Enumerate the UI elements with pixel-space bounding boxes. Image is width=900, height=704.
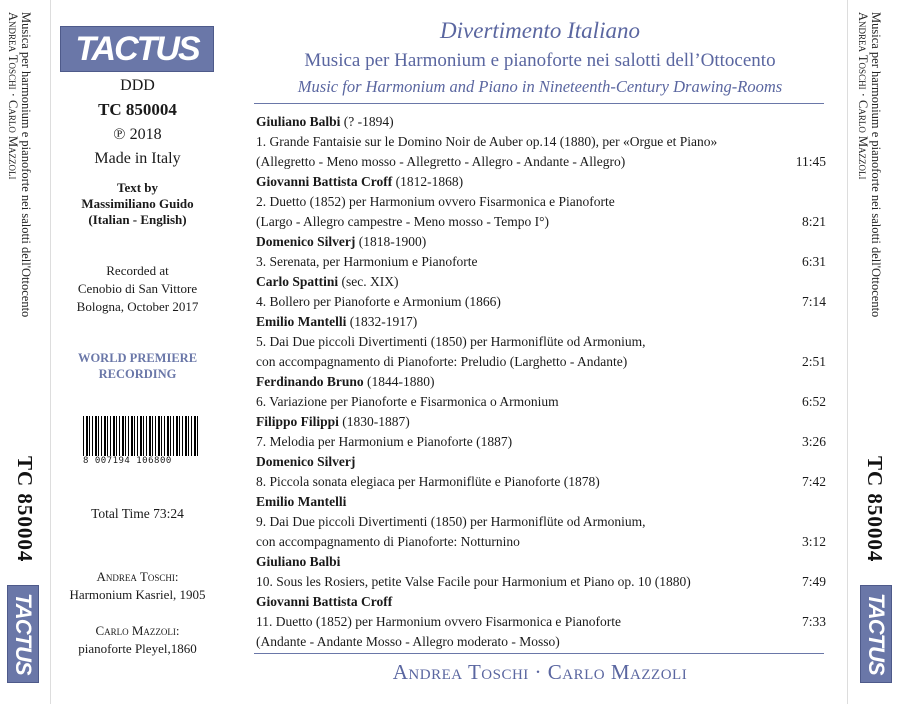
premiere-line-1: WORLD PREMIERE — [77, 351, 198, 365]
track-duration: 8:21 — [801, 214, 826, 229]
composer-heading — [256, 412, 826, 432]
spine-catalog-number: TC 850004 — [13, 456, 37, 563]
track-list — [256, 112, 826, 652]
track-line — [256, 392, 826, 412]
composer-name: Giovanni Battista Croff — [256, 594, 393, 609]
track-title: 3. Serenata, per Harmonium e Pianoforte — [256, 254, 478, 269]
spine-subtitle: Musica per harmonium e pianoforte nei salotti dell'Ottocento — [19, 12, 33, 318]
spine-performers-right: Andrea Toschi · Carlo Mazzoli — [856, 12, 870, 180]
composer-heading — [256, 312, 826, 332]
spine-text-right — [856, 12, 882, 317]
composer-heading — [256, 232, 826, 252]
track-line — [256, 332, 826, 352]
top-divider — [254, 103, 824, 104]
recording-info — [50, 262, 225, 316]
barcode-number: 8 007194 106800 — [83, 456, 172, 466]
recorded-line-3: Bologna, October 2017 — [76, 299, 199, 314]
footer-performers: Andrea Toschi · Carlo Mazzoli — [392, 660, 688, 684]
spine-subtitle-right: Musica per harmonium e pianoforte nei salotti dell'Ottocento — [869, 12, 883, 318]
tactus-logo: TACTUS — [60, 26, 214, 72]
track-duration: 6:52 — [801, 394, 826, 409]
track-duration: 6:31 — [801, 254, 826, 269]
track-title: 9. Dai Due piccoli Divertimenti (1850) per Harmoniflüte od Armonium, — [256, 514, 646, 529]
spine-performers: Andrea Toschi · Carlo Mazzoli — [6, 12, 20, 180]
track-duration: 7:14 — [801, 294, 826, 309]
made-in: Made in Italy — [94, 150, 181, 167]
barcode — [83, 416, 198, 456]
spine-catalog-number-right: TC 850004 — [863, 456, 887, 563]
text-by-label: Text by — [116, 180, 159, 195]
track-line — [256, 152, 826, 172]
album-title: Divertimento Italiano — [440, 18, 640, 43]
performer-1-instrument: Harmonium Kasriel, 1905 — [69, 587, 206, 602]
track-line — [256, 352, 826, 372]
track-line — [256, 132, 826, 152]
bottom-divider — [254, 653, 824, 654]
track-title: 10. Sous les Rosiers, petite Valse Facile pour Harmonium et Piano op. 10 (1880) — [256, 574, 691, 589]
composer-name: Giuliano Balbi — [256, 114, 341, 129]
composer-dates: (1830-1887) — [338, 414, 410, 429]
premiere-line-2: RECORDING — [98, 367, 177, 381]
performer-1 — [50, 568, 225, 604]
ddd-label: DDD — [120, 77, 155, 94]
track-duration: 3:26 — [801, 434, 826, 449]
catalog-number: TC 850004 — [98, 100, 177, 119]
track-line — [256, 212, 826, 232]
track-line — [256, 512, 826, 532]
track-line — [256, 572, 826, 592]
track-line — [256, 612, 826, 632]
track-title: 4. Bollero per Pianoforte e Armonium (1866) — [256, 294, 501, 309]
track-line — [256, 532, 826, 552]
composer-name: Ferdinando Bruno — [256, 374, 364, 389]
track-line — [256, 432, 826, 452]
track-title: (Andante - Andante Mosso - Allegro moderato - Mosso) — [256, 634, 560, 649]
composer-dates: (1812-1868) — [392, 174, 464, 189]
spine-tactus-logo: TACTUS — [7, 585, 39, 683]
composer-name: Domenico Silverj — [256, 454, 356, 469]
track-duration: 7:42 — [801, 474, 826, 489]
track-title: 11. Duetto (1852) per Harmonium ovvero Fisarmonica e Pianoforte — [256, 614, 622, 629]
track-title: 2. Duetto (1852) per Harmonium ovvero Fisarmonica e Pianoforte — [256, 194, 615, 209]
text-by-languages: (Italian - English) — [88, 212, 187, 227]
composer-name: Carlo Spattini — [256, 274, 339, 289]
composer-dates: (? -1894) — [340, 114, 394, 129]
track-title: 8. Piccola sonata elegiaca per Harmoniflüte e Pianoforte (1878) — [256, 474, 600, 489]
track-duration: 7:33 — [801, 614, 826, 629]
performer-1-name: Andrea Toschi: — [96, 569, 179, 584]
track-title: 5. Dai Due piccoli Divertimenti (1850) per Harmoniflüte od Armonium, — [256, 334, 646, 349]
album-subtitle-english: Music for Harmonium and Piano in Nineteenth-Century Drawing-Rooms — [297, 77, 783, 96]
composer-name: Domenico Silverj — [256, 234, 356, 249]
left-info-column — [50, 0, 250, 704]
track-line — [256, 632, 826, 652]
track-title: con accompagnamento di Pianoforte: Preludio (Larghetto - Andante) — [256, 354, 628, 369]
composer-heading — [256, 592, 826, 612]
left-spine — [0, 0, 51, 704]
track-title: 6. Variazione per Pianoforte e Fisarmonica o Armonium — [256, 394, 559, 409]
composer-heading — [256, 272, 826, 292]
track-title: (Largo - Allegro campestre - Meno mosso - Tempo I°) — [256, 214, 550, 229]
composer-heading — [256, 372, 826, 392]
track-line — [256, 192, 826, 212]
recorded-line-1: Recorded at — [106, 263, 169, 278]
recorded-line-2: Cenobio di San Vittore — [77, 281, 198, 296]
performer-2-instrument: pianoforte Pleyel,1860 — [78, 641, 197, 656]
composer-dates: (1844-1880) — [363, 374, 435, 389]
composer-dates: (sec. XIX) — [338, 274, 399, 289]
world-premiere-badge — [50, 350, 225, 382]
performer-2 — [50, 622, 225, 658]
album-subtitle-italian: Musica per Harmonium e pianoforte nei salotti dell’Ottocento — [304, 50, 776, 71]
track-duration: 7:49 — [801, 574, 826, 589]
spine-text — [6, 12, 32, 317]
composer-heading — [256, 452, 826, 472]
track-line — [256, 292, 826, 312]
track-title: (Allegretto - Meno mosso - Allegretto - Allegro - Andante - Allegro) — [256, 154, 626, 169]
composer-heading — [256, 172, 826, 192]
track-line — [256, 472, 826, 492]
spine-tactus-logo-right: TACTUS — [860, 585, 892, 683]
track-duration: 11:45 — [795, 154, 826, 169]
phonogram: ℗ 2018 — [113, 126, 162, 143]
track-title: con accompagnamento di Pianoforte: Notturnino — [256, 534, 520, 549]
composer-heading — [256, 552, 826, 572]
text-by-name: Massimiliano Guido — [81, 196, 194, 211]
composer-heading — [256, 492, 826, 512]
composer-heading — [256, 112, 826, 132]
composer-dates: (1832-1917) — [346, 314, 418, 329]
composer-name: Giuliano Balbi — [256, 554, 341, 569]
right-spine — [847, 0, 900, 704]
performer-2-name: Carlo Mazzoli: — [95, 623, 180, 638]
track-duration: 2:51 — [801, 354, 826, 369]
composer-name: Emilio Mantelli — [256, 314, 347, 329]
track-title: 7. Melodia per Harmonium e Pianoforte (1887) — [256, 434, 513, 449]
composer-name: Giovanni Battista Croff — [256, 174, 393, 189]
text-by — [50, 180, 225, 228]
track-line — [256, 252, 826, 272]
composer-name: Filippo Filippi — [256, 414, 339, 429]
total-time: Total Time 73:24 — [91, 506, 184, 521]
composer-name: Emilio Mantelli — [256, 494, 347, 509]
track-duration: 3:12 — [801, 534, 826, 549]
composer-dates: (1818-1900) — [355, 234, 427, 249]
track-title: 1. Grande Fantaisie sur le Domino Noir de Auber op.14 (1880), per «Orgue et Piano» — [256, 134, 718, 149]
